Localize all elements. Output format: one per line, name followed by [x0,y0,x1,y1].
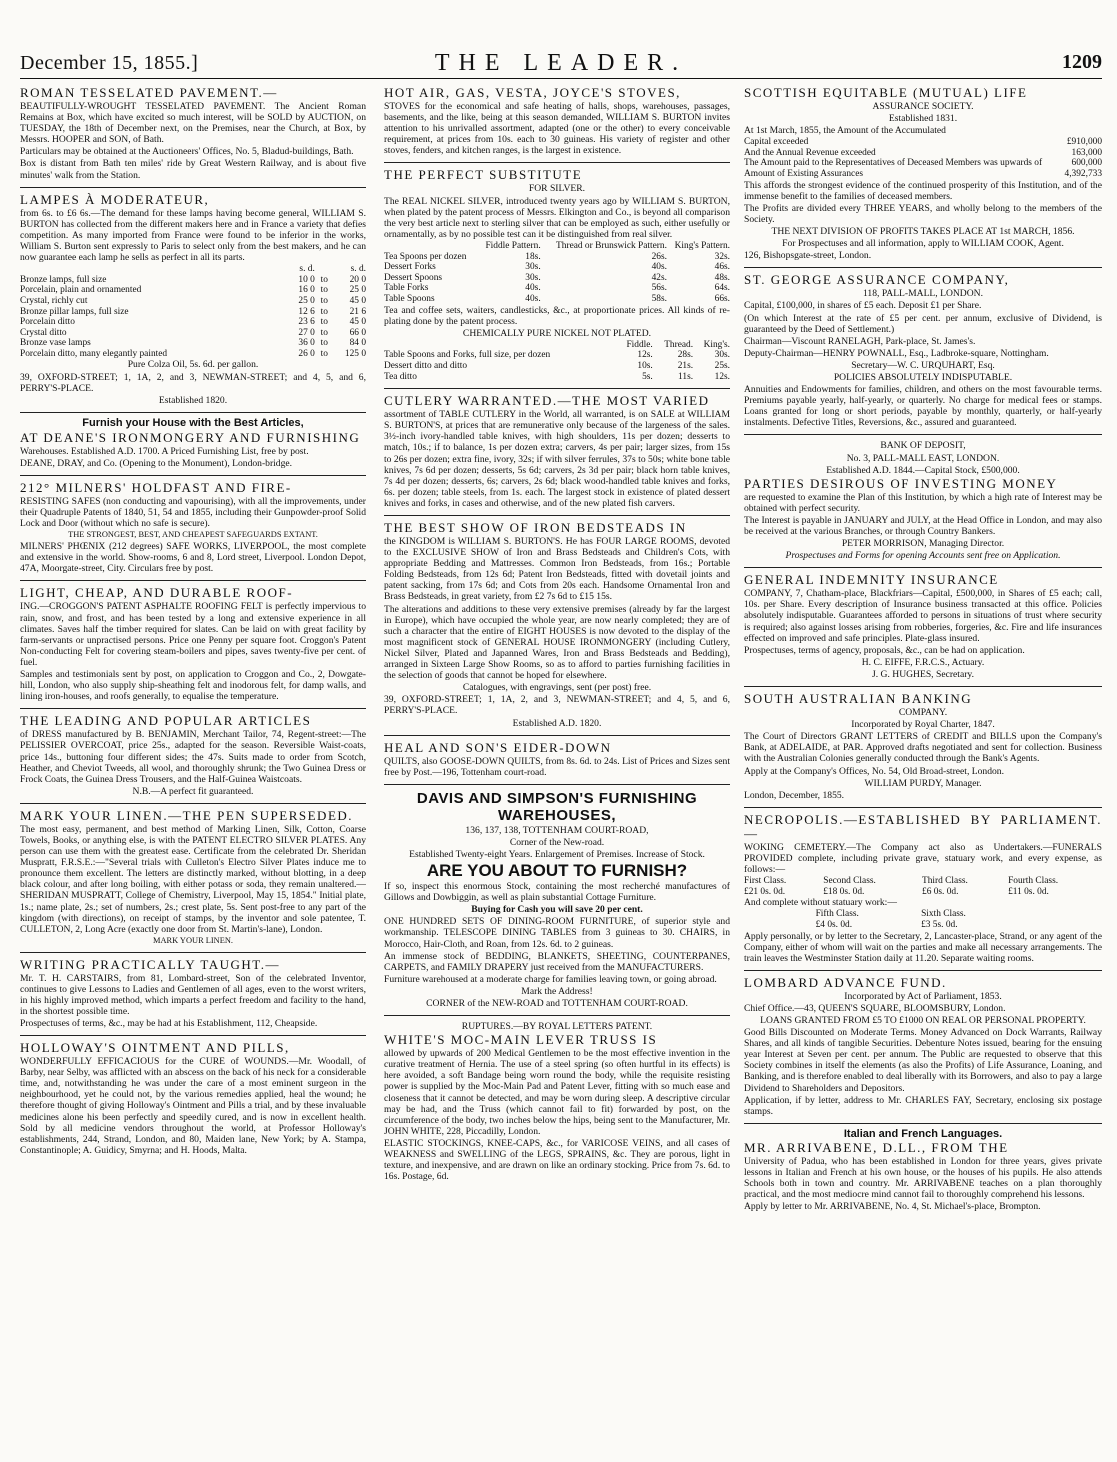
ad-south-australian [744,692,1102,801]
ad-headline: ROMAN TESSELATED PAVEMENT.— [20,86,278,100]
ad-body: Good Bills Discounted on Moderate Terms. Money Advanced on Dock Warrants, Railway Shares, and all kinds of tangible Securities. Debenture Notes issued, bearing for the ensuing year Interest at Seven per cent. per annum. The Public are requested to observe that this Society combines in itself the elements (as also the Profits) of Life Assurance, Loaning, and Banking, and is therefore enabled to deal liberally with its Borrowers, and also to pay a large Dividend to Shareholders and Depositors. [744,1027,1102,1094]
ad-writing [20,958,366,1029]
divider [744,1123,1102,1124]
ad-headline: LIGHT, CHEAP, AND DURABLE ROOF- [20,585,294,601]
divider [20,475,366,476]
table-row: First Class. Second Class. Third Class. Fourth Class. [744,876,1059,887]
ad-subheading: THE NEXT DIVISION OF PROFITS TAKES PLACE AT 1st MARCH, 1856. [771,226,1075,238]
ad-body: The REAL NICKEL SILVER, introduced twenty years ago by WILLIAM S. BURTON, when plated by the patent process of Messrs. Elkington and Co., is beyond all comparison the very best article next to sterling silver that can be employed as such, either usefully or ornamentally, as by no possible test can it be distinguished from real silver. [384,195,730,240]
ad-mark-linen [20,809,366,946]
ad-body: (On which Interest at the rate of £5 per cent. per annum, exclusive of Dividend, is guaranteed by the Deed of Settlement.) [744,312,1102,335]
ad-headline: CUTLERY WARRANTED.—THE MOST VARIED [384,393,710,409]
ad-address: 39, OXFORD-STREET; 1, 1A, 2, and 3, NEWMAN-STREET; and 4, 5, and 6, PERRY'S-PLACE. [20,371,366,394]
ad-roman-pavement [20,86,366,181]
ad-body: University of Padua, who has been established in London for three years, gives private lessons in Italian and French at his own house, or the houses of his pupils. He also attends Schools both in town and country. Mr. ARRIVABENE teaches on a plan thoroughly practical, and the most mediocre mind cannot fail to thoroughly comprehend his lessons. [744,1155,1102,1201]
table-row: £4 0s. 0d. £3 5s. 0d. [815,919,958,930]
divider [20,952,366,953]
masthead-rule [20,78,1102,79]
divider [744,686,1102,687]
ad-subheading: POLICIES ABSOLUTELY INDISPUTABLE. [833,371,1013,383]
ad-established: Established 1820. [158,394,228,406]
table-row: Bronze vase lamps 36 0 to 84 0 [20,338,366,349]
ad-body: Apply personally, or by letter to the Secretary, 2, Lancaster-place, Strand, or any agent of the Company, either of whom will wait on the parties and make all necessary arrangements. The train leaves the Westminster Station daily at 11.20. Separate waiting rooms. [744,930,1102,964]
ad-address: 136, 137, 138, TOTTENHAM COURT-ROAD, [465,824,649,836]
ad-headline: SOUTH AUSTRALIAN BANKING [744,691,973,707]
ad-body: ING.—CROGGON'S PATENT ASPHALTE ROOFING FELT is perfectly impervious to rain, snow, and frost, and has been tested by a long and extensive experience in all climates. Saves half the timber required for slates. Can be laid on with great facility by farm-servants or unpractised persons. Price one Penny per square foot. Croggon's Patent Non-conducting Felt for covering steam-boilers and pipes, saves twenty-five per cent. of fuel. [20,601,366,668]
ad-note: Mark the Address! [521,985,593,997]
ad-note: Tea and coffee sets, waiters, candlesticks, &c., at proportionate prices. All kinds of re-plating done by the patent process. [384,304,730,327]
ad-body: RESISTING SAFES (non conducting and vapourising), with all the improvements, under their Quadruple Patents of 1840, 51, 54 and 1855, including their Gunpowder-proof Solid Lock and Door (without which no safe is secure). [20,496,366,530]
newspaper-title: THE LEADER. [434,50,688,76]
ad-body: COMPANY, 7, Chatham-place, Blackfriars—Capital, £500,000, in Shares of £5 each; call, 10s. per Share. Every description of Insurance business transacted at this office. Policies absolutely indisputable. Guarantees afforded to persons in situations of trust where security is required; also against losses arising from robberies, forgeries, &c. Fire and life insurances effected on improved and safe principles. Plate-glass insured. [744,588,1102,644]
ad-roofing-felt [20,586,366,702]
ad-body: ONE HUNDRED SETS OF DINING-ROOM FURNITURE, of superior style and workmanship. TELESCOPE DINING TABLES from 3 guineas to 30. CHAIRS, in Morocco, Hair-Cloth, and Roan, from 12s. 6d. to 2 guineas. [384,916,730,950]
ad-body: For Prospectuses and all information, apply to WILLIAM COOK, Agent. [782,238,1064,250]
ad-body: If so, inspect this enormous Stock, containing the most recherché manufactures of Gillows and Dowbiggin, as well as plain substantial Cottage Furniture. [384,881,730,904]
ad-body: Samples and testimonials sent by post, on application to Croggon and Co., 2, Dowgate-hill, London, who also supply ship-sheathing felt and inodorous felt, for damp walls, and lining iron-houses, and roofs generally, to equalise the temperature. [20,669,366,703]
ad-body: Catalogues, with engravings, sent (per post) free. [462,682,652,694]
ad-address: No. 3, PALL-MALL EAST, LONDON. [846,452,1000,464]
ad-signature: WILLIAM PURDY, Manager. [864,777,982,789]
ad-headline: PARTIES DESIROUS OF INVESTING MONEY [744,475,1058,491]
funeral-price-table-2 [816,909,1031,930]
ad-hot-air-stoves [384,86,730,156]
issue-date: December 15, 1855.] [20,52,199,74]
divider [20,1035,366,1036]
table-row: Dessert ditto and ditto 10s. 21s. 25s. [384,360,730,371]
column-1 [20,86,366,1456]
ad-body: assortment of TABLE CUTLERY in the World, all warranted, is on SALE at WILLIAM S. BURTON'S, at prices that are remunerative only because of the largeness of the sales. 3½-inch ivory-handled table knives, with high shoulders, 11s per dozen; desserts to match, 10s.; if to balance, 1s per dozen extra; carvers, 4s per pair; larger sizes, from 15s to 26s per dozen; extra fine, ivory, 32s; if with silver ferrules, 37s to 50s; white bone table knives, 7s 6d per dozen; desserts, 5s 6d; carvers, 2s 3d per pair; black horn table knives, 7s 4d per dozen; desserts, 6s; carvers, 2s 6d; black wood-handled table knives and forks, 6s. per dozen; table steels, from 1s. each. The largest stock in existence of plated dessert knives and forks, in cases and otherwise, and of the new plated fish carvers. [384,409,730,509]
table-row: Table Spoons and Forks, full size, per dozen 12s. 28s. 30s. [384,350,730,361]
ad-body: Capital, £100,000, in shares of £5 each. Deposit £1 per Share. [744,300,982,312]
ad-headline: WHITE'S MOC-MAIN LEVER TRUSS IS [384,1032,658,1048]
ad-headline: MR. ARRIVABENE, D.LL., FROM THE [744,1139,1009,1155]
ad-subheading: CHEMICALLY PURE NICKEL NOT PLATED. [462,327,652,339]
ad-body: The Court of Directors GRANT LETTERS of CREDIT and BILLS upon the Company's Bank, at ADELAIDE, at PAR. Approved drafts negotiated and sent for collection. Business with the Australian Colonies generally conducted through the Bank's Agents. [744,731,1102,765]
divider [384,1015,730,1016]
table-row: Capital exceeded £910,000 [744,137,1102,148]
ad-body: the KINGDOM is WILLIAM S. BURTON'S. He has FOUR LARGE ROOMS, devoted to the EXCLUSIVE SHOW of Iron and Brass Bedsteads and Children's Cots, with appropriate Bedding and Mattresses. Common Iron Bedsteads, from 16s.; Portable Folding Bedsteads, from 12s 6d; Patent Iron Bedsteads, fitted with dovetail joints and patent sacking, from 17s 6d; and Cots from 20s each. Handsome Ornamental Iron and Brass Bedsteads, in great variety, from £2 7s 6d to £15 15s. [384,536,730,603]
ad-body: Prospectuses, terms of agency, proposals, &c., can be had on application. [744,644,1025,656]
ad-signature: PETER MORRISON, Managing Director. [841,538,1005,550]
divider [744,567,1102,568]
ad-footer: MARK YOUR LINEN. [153,935,233,945]
ad-headline: AT DEANE'S IRONMONGERY AND FURNISHING [20,429,361,445]
ad-subheading: LOANS GRANTED FROM £5 TO £1000 ON REAL OR PERSONAL PROPERTY. [760,1015,1086,1026]
ad-headline: ST. GEORGE ASSURANCE COMPANY, [744,272,1010,288]
ad-body: The alterations and additions to these very extensive premises (already by far the largest in Europe), which have occupied the whole year, are now nearly completed; they are of such a character that the entire of EIGHT HOUSES is now devoted to the display of the most magnificent stock of GENERAL HOUSE IRONMONGERY (including Cutlery, Nickel Silver, Plated and Japanned Wares, Iron and Brass Bedsteads and Bedding), arranged in Sixteen Large Show Rooms, so as to afford to parties furnishing facilities in the selection of goods that cannot be hoped for elsewhere. [384,603,730,682]
ad-body: STOVES for the economical and safe heating of halls, shops, warehouses, passages, basements, and the like, being at this season demanded, WILLIAM S. BURTON invites attention to his unrivalled assortment, adapted (one or the other) to every conceivable requirement, at prices from 10s. each to 30 guineas. His variety of register and other stoves, fenders, and kitchen ranges, is the largest in existence. [384,101,730,157]
ad-address: Chief Office.—43, QUEEN'S SQUARE, BLOOMSBURY, London. [744,1002,1006,1014]
ad-body: Furniture warehoused at a moderate charge for families leaving town, or going abroad. [384,973,717,985]
ad-scottish-equitable [744,86,1102,261]
masthead [20,52,1102,74]
ad-body: Mr. T. H. CARSTAIRS, from 81, Lombard-street, Son of the celebrated Inventor, continues to give Lessons to Ladies and Gentlemen of all ages, even to the worst writers, in his highly improved method, which imparts a perfect freedom and facility to the hand, in the shortest possible time. [20,972,366,1017]
ad-signature: J. G. HUGHES, Secretary. [872,668,974,680]
ad-headline: THE BEST SHOW OF IRON BEDSTEADS IN [384,520,687,535]
column-2 [384,86,730,1456]
ad-body: of DRESS manufactured by B. BENJAMIN, Merchant Tailor, 74, Regent-street:—The PELISSIER OVERCOAT, price 25s., adapted for the season. Reversible Waist-coats, price 14s., buttoning four different sides; the 47s. Suits made to order from Scotch, Heather, and Cheviot Tweeds, all wool, and thoroughly shrunk; the Two Guinea Dress or Frock Coats, the Guinea Dress Trousers, and the Half-Guinea Waistcoats. [20,729,366,785]
society-figures-table [744,137,1102,179]
table-row: The Amount paid to the Representatives of Deceased Members was upwards of 600,000 [744,158,1102,169]
ad-established: Incorporated by Royal Charter, 1847. [851,719,995,731]
ad-established: Incorporated by Act of Parliament, 1853. [844,990,1002,1002]
ad-body: Annuities and Endowments for families, children, and others on the most favourable terms. Premiums payable yearly, half-yearly, or quarterly. No charge for medical fees or stamps. Loans granted for long or short periods, payable by monthly, quarterly, or half-yearly instalments. Defective Titles, Reversions, &c., assured and guaranteed. [744,384,1102,429]
ad-address: 39, OXFORD-STREET; 1, 1A, 2, and 3, NEWMAN-STREET; and 4, 5, and 6, PERRY'S-PLACE. [384,694,730,717]
ad-headline: BANK OF DEPOSIT, [880,440,966,452]
ad-headline: NECROPOLIS.—ESTABLISHED BY PARLIAMENT.— [744,811,1102,841]
ad-note: London, December, 1855. [744,789,845,801]
ad-headline: WRITING PRACTICALLY TAUGHT.— [20,956,281,972]
ad-perfect-substitute [384,168,730,382]
ad-body: WOKING CEMETERY.—The Company act also as Undertakers.—FUNERALS PROVIDED complete, including private grave, statuary work, and every expense, as follows:— [744,841,1102,875]
ad-body: The Interest is payable in JANUARY and JULY, at the Head Office in London, and may also be received at the various Branches, or through Country Bankers. [744,514,1102,537]
table-row: Dessert Forks 30s. 40s. 46s. [384,262,730,273]
ad-body: At 1st March, 1855, the Amount of the Accumulated [744,125,946,137]
ad-signature: H. C. EIFFE, F.R.C.S., Actuary. [861,656,985,668]
ad-body: Apply at the Company's Offices, No. 54, Old Broad-street, London. [744,765,1005,777]
ad-address: 126, Bishopsgate-street, London. [744,250,872,262]
ad-note: Prospectuses and Forms for opening Accounts sent free on Application. [785,550,1061,562]
ad-headline: THE LEADING AND POPULAR ARTICLES [20,713,312,729]
ad-headline: THE PERFECT SUBSTITUTE [384,167,583,183]
table-row: And the Annual Revenue exceeded 163,000 [744,147,1102,158]
ad-note: Pure Colza Oil, 5s. 6d. per gallon. [127,359,259,371]
ad-body: QUILTS, also GOOSE-DOWN QUILTS, from 8s. 6d. to 24s. List of Prices and Sizes sent free by Post.—196, Tottenham court-road. [384,755,730,778]
ad-headline: DAVIS AND SIMPSON'S FURNISHING WAREHOUSES, [416,789,698,824]
ad-headline: MARK YOUR LINEN.—THE PEN SUPERSEDED. [20,807,354,823]
ad-body: Application, if by letter, address to Mr. CHARLES FAY, Secretary, enclosing six postage stamps. [744,1094,1102,1117]
pure-nickel-price-table: Fiddle. Thread. King's. Table Spoons and Forks, full size, per dozen 12s. 28s. 30s. Dessert ditto and ditto 10s. 21s. 25s. Tea ditto 5s. 11s. 12s. [384,339,730,382]
divider [20,803,366,804]
ad-body: Deputy-Chairman—HENRY POWNALL, Esq., Ladbroke-square, Nottingham. [744,347,1049,359]
table-row: Tea ditto 5s. 11s. 12s. [384,371,730,382]
ad-subheading: COMPANY. [898,707,948,719]
section-heading: Furnish your House with the Best Articles, [82,416,304,429]
ad-body: Chairman—Viscount RANELAGH, Park-place, St. James's. [744,335,976,347]
ad-subheading: ASSURANCE SOCIETY. [872,101,974,112]
ad-headline: HOT AIR, GAS, VESTA, JOYCE'S STOVES, [384,86,681,100]
ad-st-george [744,273,1102,428]
divider [20,187,366,188]
column-3 [744,86,1102,1456]
ad-heal-and-son [384,741,730,778]
ad-body: Prospectuses of terms, &c., may be had at his Establishment, 112, Cheapside. [20,1018,318,1029]
ad-established: Established A.D. 1820. [512,717,602,729]
ad-headline: HEAL AND SON'S EIDER-DOWN [384,739,612,755]
table-row: Table Forks 40s. 56s. 64s. [384,283,730,294]
ad-leading-articles [20,714,366,797]
ad-body: An immense stock of BEDDING, BLANKETS, SHEETING, COUNTERPANES, CARPETS, and FAMILY DRAPERY just received from the MANUFACTURERS. [384,950,730,973]
table-row: Fifth Class. Sixth Class. [815,909,966,920]
divider [384,735,730,736]
section-heading: Italian and French Languages. [843,1127,1003,1140]
ad-body: And complete without statuary work:— [744,897,897,909]
ad-body: The most easy, permanent, and best method of Marking Linen, Silk, Cotton, Coarse Towels, Books, or anything else, is with the PATENT ELECTRO SILVER PLATES. Any person can use them with the greatest ease. Certificate from the celebrated Dr. Sheridan Muspratt, F.R.S.E.:—"Several trials with Culleton's Electro Silver Plates induce me to pronounce them excellent. The letters are distinctly marked, without blotting, in a deep black colour, and after long boiling, with either potass or soda, they remain unaltered.—SHERIDAN MUSPRATT, College of Chemistry, Liverpool, May 15, 1854." Initial plate, 1s.; name plate, 2s.; set of numbers, 2s.; crest plate, 5s. Sent post-free to any part of the kingdom (with directions), on receipt of stamps, by the inventor and sole patentee, T. CULLETON, 2, Long Acre (exactly one door from St. Martin's-lane), London. [20,823,366,935]
nickel-silver-price-table: Fiddle Pattern. Thread or Brunswick Pattern. King's Pattern. Tea Spoons per dozen 18s. 26s. 32s. Dessert Forks 30s. 40s. 46s. Dessert Spoons 30s. 42s. 48s. Table Forks 40s. 56s. 64s. Table Spoons 40s. 58s. 66s. [384,240,730,304]
ad-note: Corner of the New-road. [509,836,605,848]
divider [20,412,366,413]
table-row: Bronze pillar lamps, full size 12 6 to 21 6 [20,306,366,317]
divider [744,970,1102,971]
ad-subheading: RUPTURES.—BY ROYAL LETTERS PATENT. [461,1021,653,1033]
ad-body: The Profits are divided every THREE YEARS, and wholly belong to the members of the Society. [744,202,1102,225]
table-row: Amount of Existing Assurances 4,392,733 [744,169,1102,180]
ad-headline: LOMBARD ADVANCE FUND. [744,974,947,990]
divider [20,708,366,709]
table-row: £21 0s. 0d. £18 0s. 0d. £6 0s. 0d. £11 0s. 0d. [744,886,1049,897]
ad-body: are requested to examine the Plan of this Institution, by which a high rate of Interest may be obtained with perfect security. [744,491,1102,514]
table-row: Crystal ditto 27 0 to 66 0 [20,327,366,338]
ad-lampes [20,193,366,406]
ad-established: Established A.D. 1844.—Capital Stock, £500,000. [826,464,1020,476]
ad-deane [20,431,366,469]
page-number: 1209 [1062,51,1102,73]
ad-body: Warehouses. Established A.D. 1700. A Priced Furnishing List, free by post. [20,445,309,457]
divider [744,434,1102,435]
ad-body: Box is distant from Bath ten miles' ride by Great Western Railway, and is about five minutes' walk from the Station. [20,158,366,181]
ad-body: MILNERS' PHŒNIX (212 degrees) SAFE WORKS, LIVERPOOL, the most complete and extensive in the world. Show-rooms, 6 and 8, Lord street, Liverpool. London Depot, 47A, Moorgate-street, City. Circulars free by post. [20,541,366,575]
divider [20,580,366,581]
ad-milners [20,481,366,574]
ad-headline: GENERAL INDEMNITY INSURANCE [744,572,999,588]
ad-headline: SCOTTISH EQUITABLE (MUTUAL) LIFE [744,86,1028,100]
ad-established: Established Twenty-eight Years. Enlargement of Premises. Increase of Stock. [409,848,705,860]
table-row: Porcelain ditto 23 6 to 45 0 [20,317,366,328]
ad-davis-simpson [384,790,730,1009]
lamp-price-table: s. d. s. d. Bronze lamps, full size 10 0 to 20 0 Porcelain, plain and ornamented 16 0 to 25 0 Crystal, richly cut 25 0 to 45 0 Bronze pillar lamps, full size 12 6 to 21 6 Porcelain ditto 23 6 to 45 0 Crystal ditto 27 0 to 66 0 Bronze vase lamps 36 0 to 84 0 Porcelain ditto, many elegantly painted 26 0 to 125 0 [20,264,366,359]
ad-body: Secretary—W. C. URQUHART, Esq. [851,359,995,371]
ad-tagline: THE STRONGEST, BEST, AND CHEAPEST SAFEGUARDS EXTANT. [68,530,318,540]
ad-address: CORNER of the NEW-ROAD and TOTTENHAM COURT-ROAD. [426,998,688,1009]
ad-bank-of-deposit [744,440,1102,561]
ad-subheading: FOR SILVER. [528,183,586,195]
ad-body: WONDERFULLY EFFICACIOUS for the CURE of WOUNDS.—Mr. Woodall, of Barby, near Selby, was afflicted with an abscess on the back of his neck for a considerable time, and, notwithstanding he was under the care of a most eminent surgeon in the neighbourhood, yet he could not, by the various remedies applied, heal the wound; he therefore thought of giving Holloway's Ointment and Pills a trial, and by these invaluable medicines alone his been perfectly and speedily cured, and is now in excellent health. Sold by all medicine vendors throughout the world, at Professor Holloway's establishments, 244, Strand, London, and 80, Maiden lane, New York; by A. Stampa, Constantinople; A. Guidicy, Smyrna; and H. Hoods, Malta. [20,1056,366,1156]
ad-body: This affords the strongest evidence of the continued prosperity of this Institution, and of the immense benefit to the families of deceased members. [744,179,1102,202]
ad-body: Apply by letter to Mr. ARRIVABENE, No. 4, St. Michael's-place, Brompton. [744,1201,1041,1213]
table-row: Crystal, richly cut 25 0 to 45 0 [20,295,366,306]
ad-headline: 212° MILNERS' HOLDFAST AND FIRE- [20,480,292,496]
ad-cutlery [384,394,730,509]
funeral-price-table [744,876,1102,897]
divider [384,388,730,389]
ad-body: Particulars may be obtained at the Auctioneers' Offices, No. 5, Bladud-buildings, Bath. [20,146,354,158]
table-row: Porcelain ditto, many elegantly painted 26 0 to 125 0 [20,348,366,359]
ad-general-indemnity [744,573,1102,680]
ad-necropolis [744,813,1102,964]
divider [384,784,730,785]
ad-ruptures [384,1021,730,1182]
table-row: Porcelain, plain and ornamented 16 0 to 25 0 [20,285,366,296]
ad-lombard-advance [744,976,1102,1117]
ad-body: allowed by upwards of 200 Medical Gentlemen to be the most effective invention in the curative treatment of Hernia. The use of a steel spring (so often hurtful in its effects) is here avoided, a soft Bandage being worn round the body, while the requisite resisting power is supplied by the Moc-Main Pad and Patent Lever, fitting with so much ease and closeness that it cannot be detected, and may be worn during sleep. A descriptive circular may be had, and the Truss (which cannot fail to fit) forwarded by post, on the circumference of the body, two inches below the hips, being sent to the Manufacturer, Mr. JOHN WHITE, 228, Piccadilly, London. [384,1048,730,1137]
ad-headline: HOLLOWAY'S OINTMENT AND PILLS, [20,1040,290,1056]
ad-note: N.B.—A perfect fit guaranteed. [132,785,254,797]
ad-body: DEANE, DRAY, and Co. (Opening to the Monument), London-bridge. [20,458,293,470]
table-row: Table Spoons 40s. 58s. 66s. [384,293,730,304]
table-row: Bronze lamps, full size 10 0 to 20 0 [20,274,366,285]
divider [744,807,1102,808]
ad-body: BEAUTIFULLY-WROUGHT TESSELATED PAVEMENT. The Ancient Roman Remains at Box, which have excited so much interest, will be SOLD by AUCTION, on TUESDAY, the 18th of December next, on the Premises, near the Church, at Box, by Messrs. HOOPER and SON, of Bath. [20,101,366,146]
ad-established: Established 1831. [888,113,958,125]
ad-holloway [20,1041,366,1156]
ad-question-headline: ARE YOU ABOUT TO FURNISH? [426,861,688,881]
ad-headline: LAMPES À MODERATEUR, [20,191,210,207]
divider [384,162,730,163]
ad-address: 118, PALL-MALL, LONDON. [862,288,983,300]
divider [384,515,730,516]
divider [744,267,1102,268]
ad-tagline: Buying for Cash you will save 20 per cent. [471,904,643,916]
ad-iron-bedsteads [384,521,730,729]
table-row: Dessert Spoons 30s. 42s. 48s. [384,272,730,283]
ad-italian-french [744,1129,1102,1213]
ad-body: ELASTIC STOCKINGS, KNEE-CAPS, &c., for VARICOSE VEINS, and all cases of WEAKNESS and SWELLING of the LEGS, SPRAINS, &c. They are porous, light in texture, and inexpensive, and are drawn on like an ordinary stocking. Price from 7s. 6d. to 16s. Postage, 6d. [384,1137,730,1183]
table-row: Tea Spoons per dozen 18s. 26s. 32s. [384,251,730,262]
ad-body: from 6s. to £6 6s.—The demand for these lamps having become general, WILLIAM S. BURTON has collected from the different makers here and in France a variety that defies competition. As many imported from France were found to be inferior in the works, William S. Burton sent expressly to Paris to select only from the best makers, and he can now guarantee each lamp he sells as perfect in all its parts. [20,207,366,264]
